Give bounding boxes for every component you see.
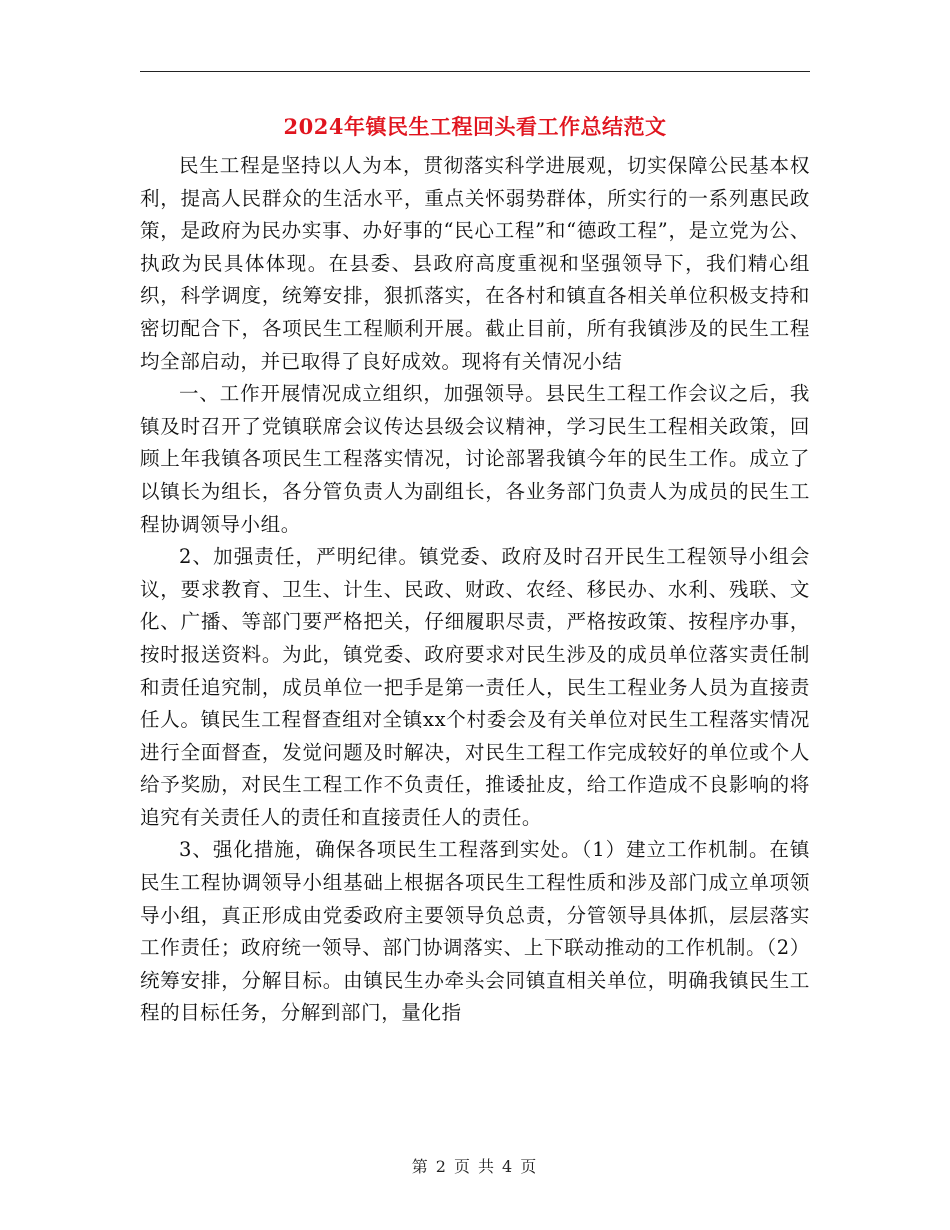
- document-title: 2024年镇民生工程回头看工作总结范文: [283, 114, 667, 139]
- footer-label-total: 共: [478, 1157, 497, 1176]
- paragraph-intro: 民生工程是坚持以人为本，贯彻落实科学进展观，切实保障公民基本权利，提高人民群众的生活水平，重点关怀弱势群体，所实行的一系列惠民政策，是政府为民办实事、办好事的“民心工程”和“德政工程”，是立党为公、执政为民具体体现。在县委、县政府高度重视和坚强领导下，我们精心组织，科学调度，统筹安排，狠抓落实，在各村和镇直各相关单位积极支持和密切配合下，各项民生工程顺利开展。截止目前，所有我镇涉及的民生工程均全部启动，并已取得了良好成效。现将有关情况小结: [140, 154, 810, 373]
- footer-label-unit-end: 页: [520, 1157, 539, 1176]
- page-footer: [140, 1154, 810, 1177]
- footer-label-page: 第: [411, 1157, 430, 1176]
- paragraph-section-1: 一、工作开展情况成立组织，加强领导。县民生工程工作会议之后，我镇及时召开了党镇联席会议传达县级会议精神，学习民生工程相关政策，回顾上年我镇各项民生工程落实情况，讨论部署我镇今年的民生工作。成立了以镇长为组长，各分管负责人为副组长，各业务部门负责人为成员的民生工程协调领导小组。: [140, 382, 810, 536]
- footer-current-page: 2: [435, 1157, 448, 1176]
- document-body: [140, 150, 810, 1030]
- footer-label-unit: 页: [453, 1157, 472, 1176]
- footer-total-pages: 4: [502, 1157, 515, 1176]
- paragraph-section-2: 2、加强责任，严明纪律。镇党委、政府及时召开民生工程领导小组会议，要求教育、卫生、计生、民政、财政、农经、移民办、水利、残联、文化、广播、等部门要严格把关，仔细履职尽责，严格按政策、按程序办事，按时报送资料。为此，镇党委、政府要求对民生涉及的成员单位落实责任制和责任追究制，成员单位一把手是第一责任人，民生工程业务人员为直接责任人。镇民生工程督查组对全镇xx个村委会及有关单位对民生工程落实情况进行全面督查，发觉问题及时解决，对民生工程工作完成较好的单位或个人给予奖励，对民生工程工作不负责任，推诿扯皮，给工作造成不良影响的将追究有关责任人的责任和直接责任人的责任。: [140, 545, 810, 829]
- paragraph-section-3: 3、强化措施，确保各项民生工程落到实处。（1）建立工作机制。在镇民生工程协调领导小组基础上根据各项民生工程性质和涉及部门成立单项领导小组，真正形成由党委政府主要领导负总责，分管领导具体抓，层层落实工作责任；政府统一领导、部门协调落实、上下联动推动的工作机制。（2）统筹安排，分解目标。由镇民生办牵头会同镇直相关单位，明确我镇民生工程的目标任务，分解到部门，量化指: [140, 838, 810, 1025]
- header-rule: [140, 71, 810, 72]
